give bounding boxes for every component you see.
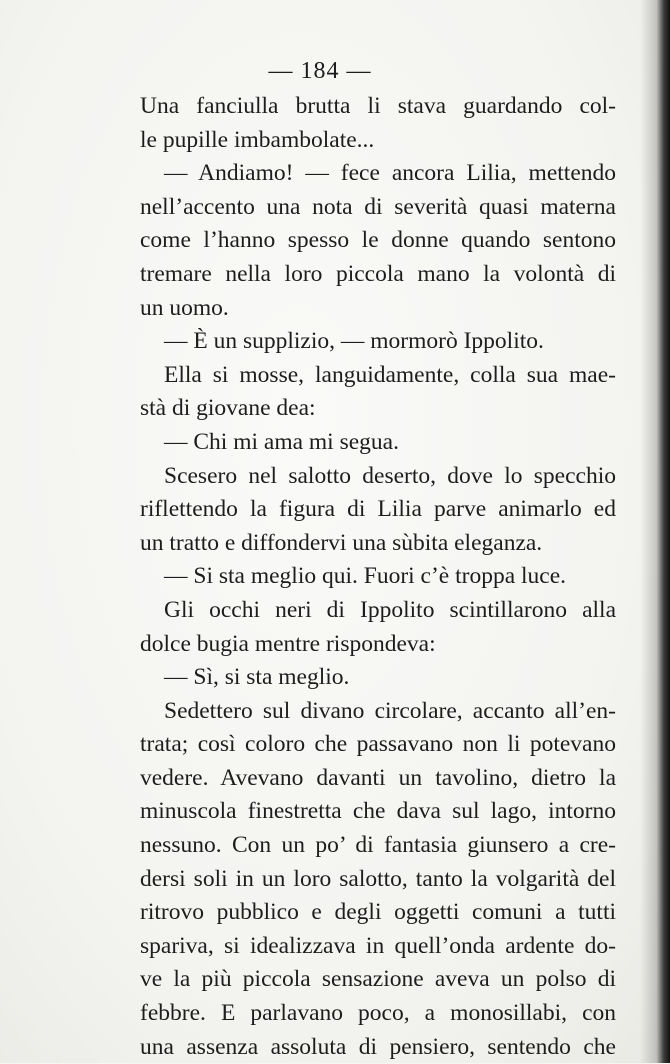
text-line: — Si sta meglio qui. Fuori c’è troppa luce. <box>164 563 567 590</box>
text-line: Una fanciulla brutta li stava guardando col- <box>140 93 616 119</box>
text-line: nell’accento una nota di severità quasi materna <box>140 193 616 220</box>
text-line: riflettendo la figura di Lilia parve animarlo ed <box>140 496 616 523</box>
page-number: — 184 — <box>268 58 372 84</box>
text-line: Scesero nel salotto deserto, dove lo specchio <box>164 462 616 489</box>
text-line: trata; così coloro che passavano non li potevano <box>140 731 616 758</box>
text-line: stà di giovane dea: <box>140 395 316 422</box>
page-edge-shadow <box>640 0 670 1063</box>
text-line: una assenza assoluta di pensiero, sentendo che <box>140 1033 616 1060</box>
text-line: ritrovo pubblico e degli oggetti comuni a tutti <box>140 899 616 926</box>
text-line: vedere. Avevano davanti un tavolino, dietro la <box>140 764 616 791</box>
text-line: — Sì, si sta meglio. <box>164 664 350 691</box>
text-line: Gli occhi neri di Ippolito scintillarono alla <box>164 596 616 623</box>
text-line: tremare nella loro piccola mano la volontà di <box>140 260 616 287</box>
text-line: Ella si mosse, languidamente, colla sua mae- <box>164 361 616 388</box>
text-line: spariva, si idealizzava in quell’onda ardente do- <box>140 932 616 959</box>
text-line: — È un supplizio, — mormorò Ippolito. <box>164 328 544 355</box>
text-line: dolce bugia mentre rispondeva: <box>140 630 436 657</box>
text-line: febbre. E parlavano poco, a monosillabi, con <box>140 1000 616 1027</box>
text-line: dersi soli in un loro salotto, tanto la volgarità del <box>140 865 616 892</box>
text-line: minuscola finestretta che dava sul lago, intorno <box>140 798 616 825</box>
text-line: — Andiamo! — fece ancora Lilia, mettendo <box>164 160 616 187</box>
body-text <box>140 90 616 1064</box>
text-line: nessuno. Con un po’ di fantasia giunsero a cre- <box>140 832 616 859</box>
text-line: — Chi mi ama mi segua. <box>164 428 399 455</box>
text-line: come l’hanno spesso le donne quando sentono <box>140 227 616 254</box>
text-line: un uomo. <box>140 294 229 321</box>
text-line: Sedettero sul divano circolare, accanto all’en- <box>164 697 616 724</box>
text-line: un tratto e diffondervi una sùbita eleganza. <box>140 529 543 556</box>
text-line: le pupille imbambolate... <box>140 126 375 153</box>
text-line: ve la più piccola sensazione aveva un polso di <box>140 966 616 993</box>
